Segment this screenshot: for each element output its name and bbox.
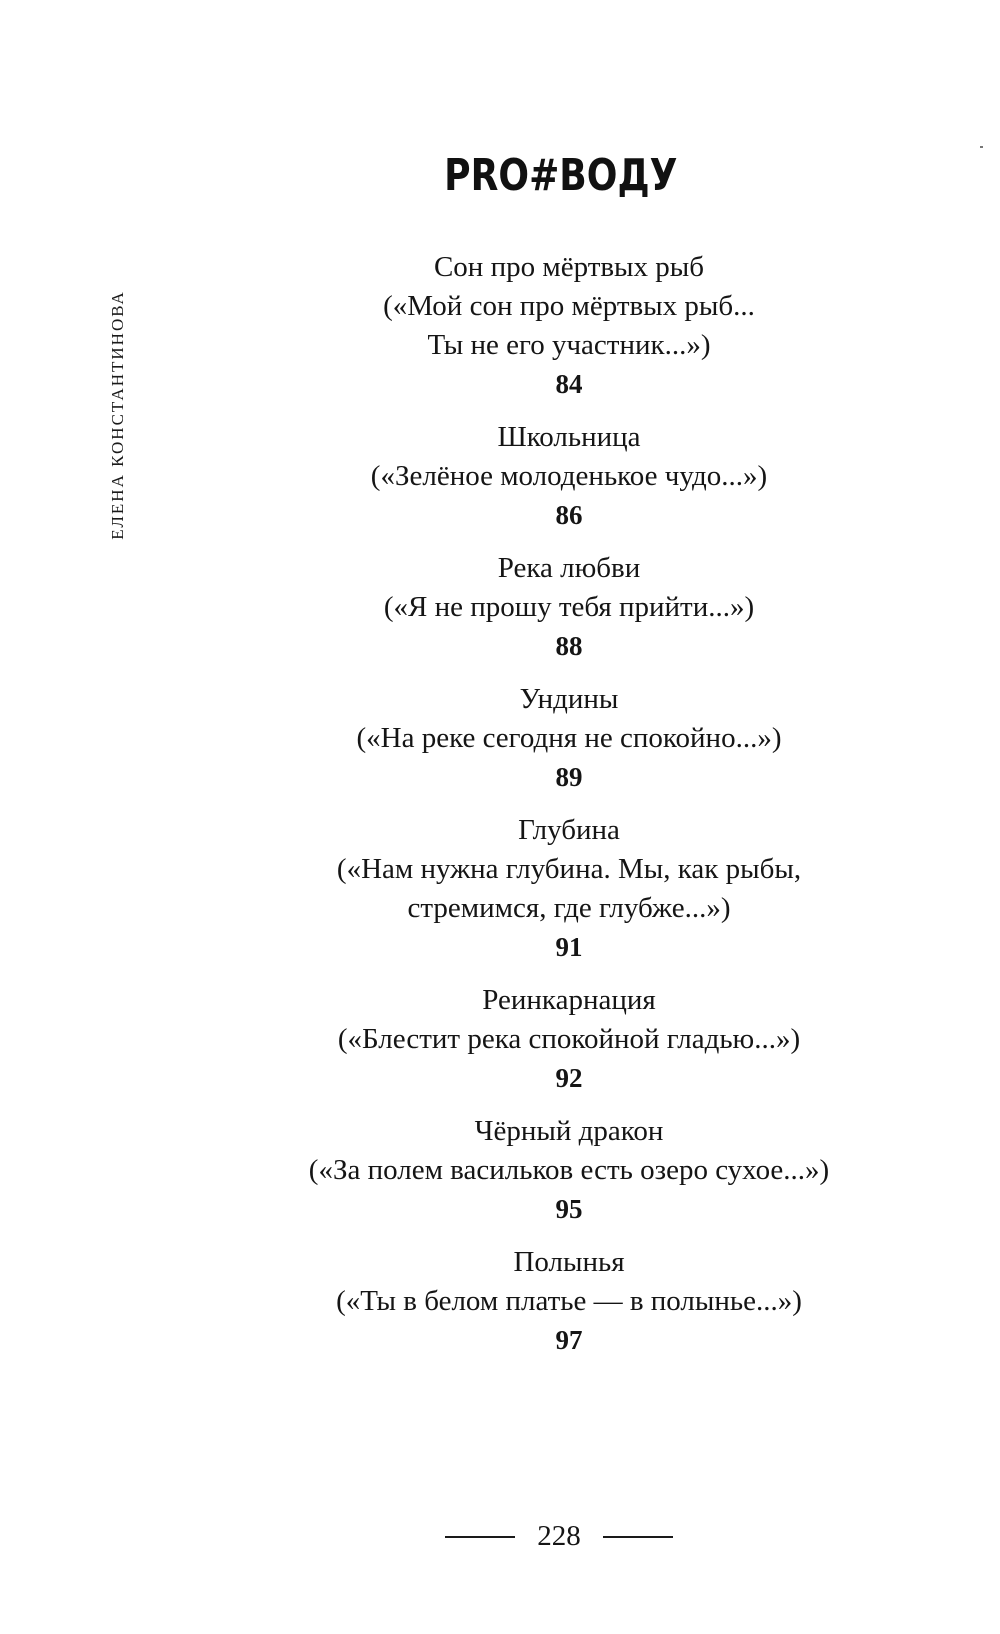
toc-entry-page-number: 92: [555, 1063, 583, 1093]
toc-entry-page-number: 95: [555, 1194, 583, 1224]
footer-rule-right: [603, 1536, 673, 1538]
toc-entry-page-number: 86: [555, 500, 583, 530]
scan-speck: [980, 146, 983, 148]
toc-entry: [262, 811, 876, 966]
toc-entry-title: Полынья: [513, 1246, 625, 1278]
toc-entry-first-line: Ты не его участник...»): [427, 329, 711, 361]
toc-entry-first-line: («Мой сон про мёртвых рыб...: [383, 290, 755, 322]
toc-entry-first-line: («За полем васильков есть озеро сухое...»): [308, 1154, 830, 1186]
table-of-contents: [262, 248, 876, 1374]
toc-entry-first-line: стремимся, где глубже...»): [407, 892, 731, 924]
toc-entry-first-line: («На реке сегодня не спокойно...»): [356, 722, 782, 754]
toc-entry-page-number: 91: [555, 932, 583, 962]
toc-entry: [262, 680, 876, 796]
toc-entry-page-number: 97: [555, 1325, 583, 1355]
toc-entry: [262, 1112, 876, 1228]
toc-entry-first-line: («Блестит река спокойной гладью...»): [337, 1023, 801, 1055]
page-number: 228: [537, 1520, 581, 1552]
toc-entry: [262, 248, 876, 403]
toc-entry: [262, 418, 876, 534]
toc-entry-page-number: 84: [555, 369, 583, 399]
author-running-head: ЕЛЕНА КОНСТАНТИНОВА: [108, 290, 127, 540]
toc-entry-title: Река любви: [497, 552, 641, 584]
toc-entry-title: Ундины: [519, 683, 619, 715]
toc-entry-title: Сон про мёртвых рыб: [433, 251, 705, 283]
toc-entry-page-number: 88: [555, 631, 583, 661]
toc-entry-first-line: («Зелёное молоденькое чудо...»): [370, 460, 768, 492]
section-title: PRO#ВОДУ: [444, 150, 678, 201]
toc-entry-title: Реинкарнация: [482, 984, 656, 1016]
toc-entry-first-line: («Ты в белом платье — в полынье...»): [336, 1285, 802, 1317]
toc-entry: [262, 1243, 876, 1359]
toc-entry: [262, 549, 876, 665]
toc-entry-first-line: («Я не прошу тебя прийти...»): [383, 591, 755, 623]
toc-entry-page-number: 89: [555, 762, 583, 792]
page-footer: [0, 1520, 1000, 1553]
toc-entry-title: Глубина: [518, 814, 620, 846]
footer-rule-left: [445, 1536, 515, 1538]
toc-entry: [262, 981, 876, 1097]
toc-entry-title: Школьница: [497, 421, 641, 453]
toc-entry-first-line: («Нам нужна глубина. Мы, как рыбы,: [336, 853, 802, 885]
toc-entry-title: Чёрный дракон: [474, 1115, 664, 1147]
